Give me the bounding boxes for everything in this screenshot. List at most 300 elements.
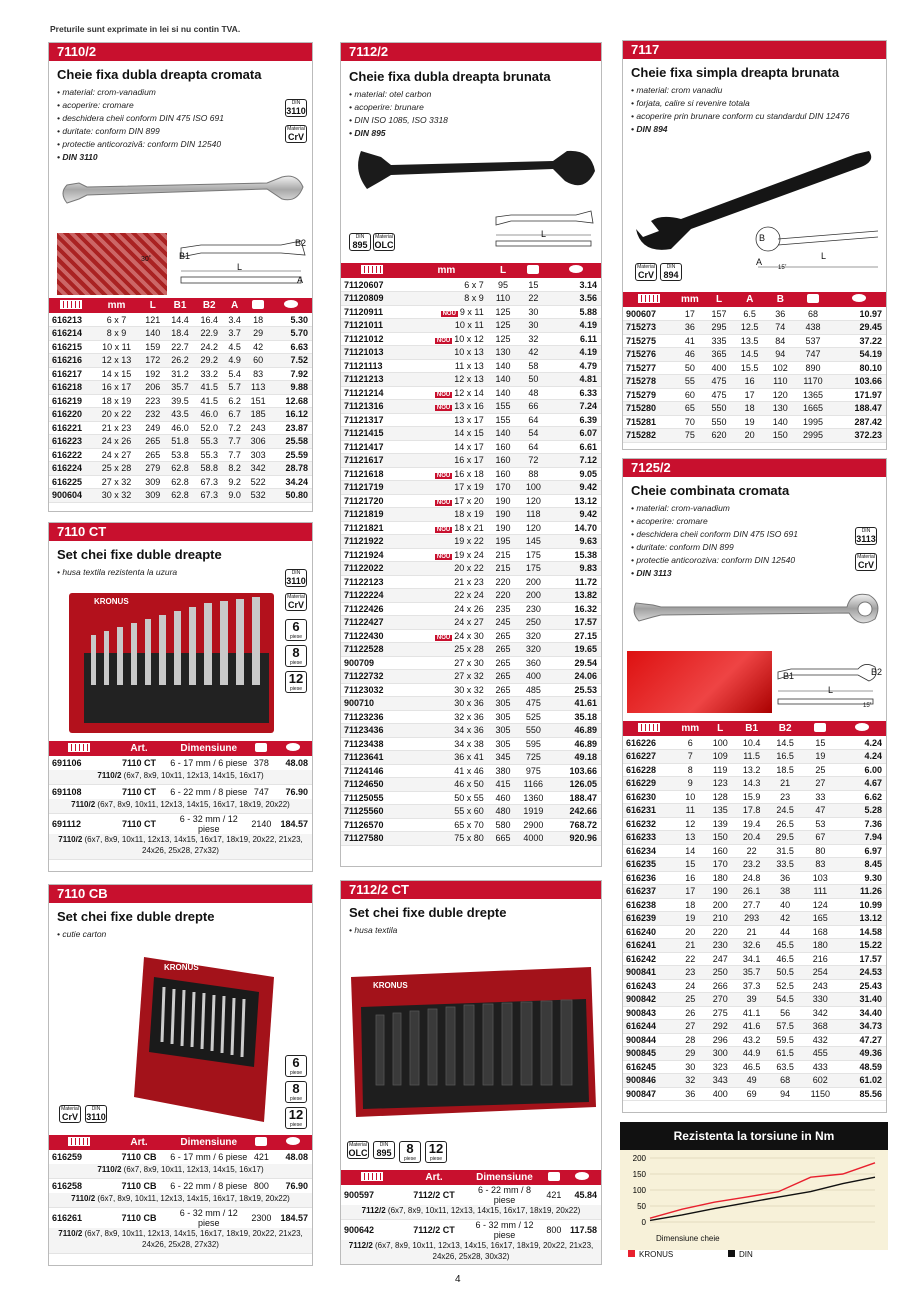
table-cell: 1150 <box>802 1087 839 1101</box>
price-cell: 31.40 <box>839 993 886 1007</box>
table-cell: 305 <box>490 710 516 724</box>
price-cell: 4.19 <box>550 319 601 333</box>
product-code: 7110 CB <box>49 885 312 903</box>
table-cell: 13.5 <box>733 334 766 348</box>
weight-cell: 421 <box>253 1152 269 1162</box>
price-cell: 19.65 <box>550 643 601 657</box>
table-cell: 4.9 <box>224 354 246 368</box>
table-cell: 245 <box>490 616 516 630</box>
table-cell: 195 <box>490 535 516 549</box>
product-code-cell: 616259 <box>52 1152 83 1162</box>
price-cell: 29.45 <box>831 321 886 335</box>
table-cell: 190 <box>490 508 516 522</box>
table-cell: 13 <box>675 831 706 845</box>
table-cell: 54.5 <box>768 993 802 1007</box>
product-code-cell: 900597 <box>344 1190 375 1200</box>
table-row <box>341 454 601 468</box>
table-cell <box>403 481 490 495</box>
legend-kronus <box>628 1250 673 1259</box>
table-cell: 10 x 11 <box>93 340 140 354</box>
table-cell <box>403 440 490 454</box>
price-cell: 46.89 <box>550 737 601 751</box>
new-badge: NOU <box>442 310 456 317</box>
table-row-detail <box>49 799 312 814</box>
spec-item: • acoperire: cromare <box>631 515 886 528</box>
price-cell: 6.00 <box>839 763 886 777</box>
table-row <box>341 467 601 481</box>
product-code-cell: 616226 <box>623 736 675 750</box>
table-cell: 25 <box>675 993 706 1007</box>
spec-list <box>349 924 601 937</box>
product-code-cell: 715278 <box>623 375 675 389</box>
price-cell: 372.23 <box>831 429 886 443</box>
product-code-cell: 71121214 <box>341 386 403 400</box>
table-cell: 58.8 <box>195 462 224 476</box>
table-cell: 330 <box>802 993 839 1007</box>
table-cell: 309 <box>140 475 165 489</box>
table-cell: 320 <box>516 629 550 643</box>
table-row <box>341 386 601 400</box>
size-value: 16 x 18 <box>454 468 484 479</box>
product-code-cell: 900642 <box>344 1225 375 1235</box>
table-cell: 14 <box>675 844 706 858</box>
size-value: 19 x 22 <box>454 536 484 547</box>
table-cell: 27.7 <box>735 898 769 912</box>
din-badge: DIN 3110 <box>286 100 306 116</box>
table-cell <box>403 710 490 724</box>
table-row <box>341 562 601 576</box>
weight-cell: 378 <box>253 758 269 768</box>
table-cell: 22.7 <box>165 340 194 354</box>
table-cell: 46.0 <box>195 408 224 422</box>
price-cell: 37.22 <box>831 334 886 348</box>
table-cell: 24.5 <box>768 804 802 818</box>
table-cell: 265 <box>490 629 516 643</box>
price-cell: 188.47 <box>831 402 886 416</box>
table-cell: 265 <box>490 670 516 684</box>
table-cell: 84 <box>766 334 795 348</box>
table-cell: 48 <box>516 386 550 400</box>
table-cell: 265 <box>490 683 516 697</box>
table-7110-cb <box>49 1135 312 1254</box>
spec-item: • deschidera cheii conform DIN 475 ISO 691 <box>631 528 886 541</box>
product-code-cell: 71121316 <box>341 400 403 414</box>
table-row <box>341 359 601 373</box>
table-row <box>341 629 601 643</box>
table-cell: 345 <box>490 751 516 765</box>
product-code: 7125/2 <box>623 459 886 477</box>
dimension-cell: 6 - 22 mm / 8 piese <box>170 1180 248 1191</box>
table-cell <box>403 373 490 387</box>
table-cell: 1665 <box>795 402 832 416</box>
product-code-cell: 616214 <box>49 327 93 341</box>
product-code-cell: 900709 <box>341 656 403 670</box>
table-cell: 102 <box>766 361 795 375</box>
size-value: 13 x 16 <box>454 401 484 412</box>
product-code-cell: 616224 <box>49 462 93 476</box>
product-code-cell: 616261 <box>52 1212 83 1223</box>
table-cell: 35.7 <box>165 381 194 395</box>
price-cell: 9.30 <box>839 871 886 885</box>
legend-label: DIN <box>739 1250 753 1259</box>
table-row <box>49 313 312 327</box>
table-cell: 24.2 <box>195 340 224 354</box>
table-row <box>623 1047 886 1061</box>
table-row-detail <box>49 1228 312 1254</box>
material-badge: Material CrV <box>285 125 307 143</box>
table-cell: 42 <box>516 346 550 360</box>
table-cell: 190 <box>490 521 516 535</box>
product-code-cell: 691112 <box>52 818 82 829</box>
table-row <box>623 1006 886 1020</box>
table-cell: 342 <box>245 462 270 476</box>
table-cell: 460 <box>490 791 516 805</box>
dim-l-label: L <box>541 229 547 239</box>
table-row <box>623 375 886 389</box>
price-cell: 15.38 <box>550 548 601 562</box>
table-cell <box>403 629 490 643</box>
product-code-cell: 71121011 <box>341 319 403 333</box>
price-cell: 17.57 <box>550 616 601 630</box>
product-code-cell: 71121819 <box>341 508 403 522</box>
table-cell: 36 <box>675 1087 706 1101</box>
barcode-icon <box>60 300 82 309</box>
table-cell: 160 <box>706 844 735 858</box>
product-code-cell: 715275 <box>623 334 675 348</box>
size-value: 27 x 32 <box>454 671 484 682</box>
legend-swatch-kronus <box>628 1250 635 1257</box>
spec-item: • husa textila rezistenta la uzura <box>57 566 312 579</box>
price-cell: 287.42 <box>831 415 886 429</box>
product-code-cell: 616216 <box>49 354 93 368</box>
spec-item: • deschidera cheii conform DIN 475 ISO 691 <box>57 112 312 125</box>
price-icon <box>569 265 583 273</box>
col-l: L <box>706 721 735 736</box>
din-badge: DIN 894 <box>660 263 682 281</box>
price-cell: 46.89 <box>550 724 601 738</box>
table-cell: 24 x 27 <box>93 448 140 462</box>
pieces-8-badge: 8 piese <box>285 645 307 667</box>
table-cell: 200 <box>706 898 735 912</box>
table-cell: 12 <box>675 817 706 831</box>
y-tick-label: 150 <box>632 1170 646 1179</box>
size-value: 34 x 36 <box>454 725 484 736</box>
set-contents <box>49 770 312 785</box>
product-code-cell: 71123236 <box>341 710 403 724</box>
table-cell: 400 <box>516 670 550 684</box>
set-contents <box>49 834 312 860</box>
table-cell: 29 <box>675 1047 706 1061</box>
price-cell: 24.53 <box>839 966 886 980</box>
product-code-cell: 71121012 <box>341 332 403 346</box>
table-cell: 250 <box>516 616 550 630</box>
brand-label: KRONUS <box>94 597 129 606</box>
product-code-cell: 900843 <box>623 1006 675 1020</box>
product-code-cell: 616229 <box>623 777 675 791</box>
spec-item: • acoperire: cromare <box>57 99 312 112</box>
size-value: 55 x 60 <box>454 806 484 817</box>
table-cell: 550 <box>705 402 734 416</box>
table-row <box>623 966 886 980</box>
col-b1: B1 <box>165 298 194 313</box>
table-cell: 119 <box>706 763 735 777</box>
table-cell: 60 <box>675 388 705 402</box>
price-cell: 10.97 <box>831 307 886 321</box>
y-tick-label: 200 <box>632 1154 646 1163</box>
table-row <box>49 813 312 834</box>
table-cell: 235 <box>490 602 516 616</box>
table-cell: 68 <box>768 1074 802 1088</box>
table-row <box>623 912 886 926</box>
table-cell: 55.3 <box>195 448 224 462</box>
price-cell: 47.27 <box>839 1033 886 1047</box>
product-7110-cb <box>48 884 313 1266</box>
product-code-cell: 71121213 <box>341 373 403 387</box>
pieces-6-badge: 6 piese <box>285 1055 307 1077</box>
table-cell: 247 <box>706 952 735 966</box>
price-cell: 9.88 <box>271 381 312 395</box>
size-value: 75 x 80 <box>454 833 484 844</box>
table-cell <box>403 562 490 576</box>
table-cell: 3.7 <box>224 327 246 341</box>
table-cell: 243 <box>245 421 270 435</box>
price-cell: 184.57 <box>280 818 308 829</box>
table-cell: 18 <box>245 313 270 327</box>
table-cell: 32 <box>516 332 550 346</box>
table-row <box>341 521 601 535</box>
table-cell: 192 <box>140 367 165 381</box>
table-cell <box>403 386 490 400</box>
dim-l-label: L <box>821 251 827 261</box>
table-cell: 37.3 <box>735 979 769 993</box>
table-cell: 130 <box>490 346 516 360</box>
table-cell: 595 <box>516 737 550 751</box>
spec-item-din: • DIN 3110 <box>57 151 312 164</box>
price-cell: 25.58 <box>271 435 312 449</box>
table-cell: 200 <box>516 589 550 603</box>
size-value: 17 x 20 <box>454 495 484 506</box>
material-badge: Material CrV <box>59 1105 81 1123</box>
product-code-cell: 71125055 <box>341 791 403 805</box>
product-code-cell: 715276 <box>623 348 675 362</box>
table-cell: 64 <box>516 440 550 454</box>
product-title: Set chei fixe duble dreapte <box>57 547 222 562</box>
col-l: L <box>490 263 516 278</box>
price-cell: 80.10 <box>831 361 886 375</box>
table-cell <box>403 292 490 306</box>
table-cell: 29 <box>245 327 270 341</box>
dimension-cell: 6 - 32 mm / 12 piese <box>475 1220 534 1240</box>
product-code-cell: 71121618 <box>341 467 403 481</box>
product-title: Cheie fixa simpla dreapta brunata <box>631 65 840 80</box>
spec-list <box>349 88 601 140</box>
angle-label: 30˚ <box>141 256 152 263</box>
table-cell: 400 <box>705 361 734 375</box>
table-cell: 23.2 <box>735 858 769 872</box>
table-row <box>49 448 312 462</box>
table-row <box>341 1220 601 1241</box>
product-code-cell: 715280 <box>623 402 675 416</box>
table-cell: 57.5 <box>768 1020 802 1034</box>
table-cell: 11.5 <box>735 750 769 764</box>
pieces-8-badge: 8 piese <box>399 1141 421 1163</box>
table-cell: 58 <box>516 359 550 373</box>
table-cell: 26 <box>675 1006 706 1020</box>
table-cell: 230 <box>706 939 735 953</box>
table-cell: 475 <box>705 375 734 389</box>
material-badge: Material CrV <box>285 593 307 611</box>
material-badge: Material CrV <box>855 553 877 571</box>
price-cell: 49.36 <box>839 1047 886 1061</box>
price-cell: 6.97 <box>839 844 886 858</box>
table-cell: 343 <box>706 1074 735 1088</box>
table-cell: 30 <box>516 319 550 333</box>
table-row-detail <box>49 834 312 860</box>
table-cell: 26.5 <box>768 817 802 831</box>
table-cell: 185 <box>245 408 270 422</box>
table-cell: 9.2 <box>224 475 246 489</box>
price-cell: 14.70 <box>550 521 601 535</box>
price-cell: 12.68 <box>271 394 312 408</box>
table-cell: 6.5 <box>733 307 766 321</box>
table-cell <box>403 764 490 778</box>
table-cell: 52.5 <box>768 979 802 993</box>
table-cell: 296 <box>706 1033 735 1047</box>
weight-icon <box>807 294 819 303</box>
product-code-cell: 616243 <box>623 979 675 993</box>
wrench-image <box>631 589 883 634</box>
price-cell: 8.45 <box>839 858 886 872</box>
table-cell: 125 <box>490 305 516 319</box>
table-cell: 1919 <box>516 805 550 819</box>
table-row <box>49 489 312 503</box>
table-cell: 220 <box>490 575 516 589</box>
table-row <box>341 373 601 387</box>
table-cell: 8 x 9 <box>93 327 140 341</box>
table-cell: 59.5 <box>768 1033 802 1047</box>
set-sizes: (6x7, 8x9, 10x11, 12x13, 14x15, 16x17, 18x19, 20x22, 21x23, 24x26, 25x28, 27x32) <box>84 834 303 855</box>
set-reference: 7110/2 <box>97 1165 122 1174</box>
table-cell: 303 <box>245 448 270 462</box>
price-cell: 13.12 <box>550 494 601 508</box>
table-cell: 25 <box>802 763 839 777</box>
spec-item: • cutie carton <box>57 928 312 941</box>
product-code-cell: 71122427 <box>341 616 403 630</box>
table-row <box>341 400 601 414</box>
table-cell: 67 <box>802 831 839 845</box>
table-cell: 15 <box>675 858 706 872</box>
table-cell: 150 <box>766 429 795 443</box>
col-l: L <box>705 292 734 307</box>
table-row <box>623 925 886 939</box>
table-row <box>623 388 886 402</box>
product-code-cell: 71121415 <box>341 427 403 441</box>
table-cell: 110 <box>490 292 516 306</box>
table-row <box>341 535 601 549</box>
table-row-detail <box>49 770 312 785</box>
table-cell: 22 <box>735 844 769 858</box>
table-cell: 30 <box>675 1060 706 1074</box>
article-cell: 7110 CT <box>121 786 157 797</box>
table-cell: 433 <box>802 1060 839 1074</box>
table-cell: 215 <box>490 562 516 576</box>
table-cell: 1365 <box>795 388 832 402</box>
chart-title: Rezistenta la torsiune in Nm <box>620 1122 888 1150</box>
table-cell: 109 <box>706 750 735 764</box>
table-cell: 50.5 <box>768 966 802 980</box>
table-cell: 67.3 <box>195 475 224 489</box>
set-contents <box>49 1228 312 1254</box>
table-cell: 438 <box>795 321 832 335</box>
product-code-cell: 71123032 <box>341 683 403 697</box>
product-code-cell: 616258 <box>52 1180 83 1191</box>
product-code-cell: 71121720 <box>341 494 403 508</box>
article-cell: 7110 CB <box>121 1212 157 1223</box>
table-cell: 60 <box>245 354 270 368</box>
legend-label: KRONUS <box>639 1250 674 1259</box>
table-cell: 12.5 <box>733 321 766 335</box>
series-line-kronus <box>650 1163 875 1218</box>
product-code-cell: 616242 <box>623 952 675 966</box>
table-cell: 64 <box>516 413 550 427</box>
weight-icon <box>255 743 267 752</box>
table-cell: 21 x 23 <box>93 421 140 435</box>
table-row <box>341 764 601 778</box>
product-code-cell: 691106 <box>52 758 82 768</box>
product-7117 <box>622 40 887 450</box>
table-cell <box>403 643 490 657</box>
pieces-12-badge: 12 piese <box>285 1107 307 1129</box>
col-dimensiune: Dimensiune <box>169 741 249 756</box>
table-cell: 22.9 <box>195 327 224 341</box>
product-code-cell: 715282 <box>623 429 675 443</box>
wrench-image <box>353 141 598 201</box>
price-cell: 4.81 <box>550 373 601 387</box>
set-contents <box>49 1193 312 1208</box>
set-contents <box>341 1205 601 1220</box>
table-cell: 31.5 <box>768 844 802 858</box>
product-code-cell: 715277 <box>623 361 675 375</box>
table-row <box>623 804 886 818</box>
table-cell: 94 <box>768 1087 802 1101</box>
price-cell: 54.19 <box>831 348 886 362</box>
table-cell: 22 <box>516 292 550 306</box>
table-row <box>341 346 601 360</box>
spec-item: • material: crom-vanadium <box>57 86 312 99</box>
table-row <box>341 332 601 346</box>
table-cell: 220 <box>706 925 735 939</box>
price-cell: 49.18 <box>550 751 601 765</box>
price-cell: 4.24 <box>839 736 886 750</box>
table-cell: 295 <box>705 321 734 335</box>
product-code: 7117 <box>623 41 886 59</box>
table-cell: 6 <box>675 736 706 750</box>
spec-item-din: • DIN 3113 <box>631 567 886 580</box>
product-code-cell: 616213 <box>49 313 93 327</box>
din-badge: DIN 895 <box>373 1141 395 1159</box>
table-cell <box>403 697 490 711</box>
table-cell: 19 <box>675 912 706 926</box>
set-sizes: (6x7, 8x9, 10x11, 12x13, 14x15, 16x17) <box>123 771 264 780</box>
table-cell: 100 <box>516 481 550 495</box>
table-row <box>623 898 886 912</box>
product-code-cell: 616221 <box>49 421 93 435</box>
table-row <box>623 777 886 791</box>
price-cell: 6.63 <box>271 340 312 354</box>
table-row <box>341 683 601 697</box>
size-value: 21 x 23 <box>454 576 484 587</box>
table-cell: 265 <box>490 656 516 670</box>
